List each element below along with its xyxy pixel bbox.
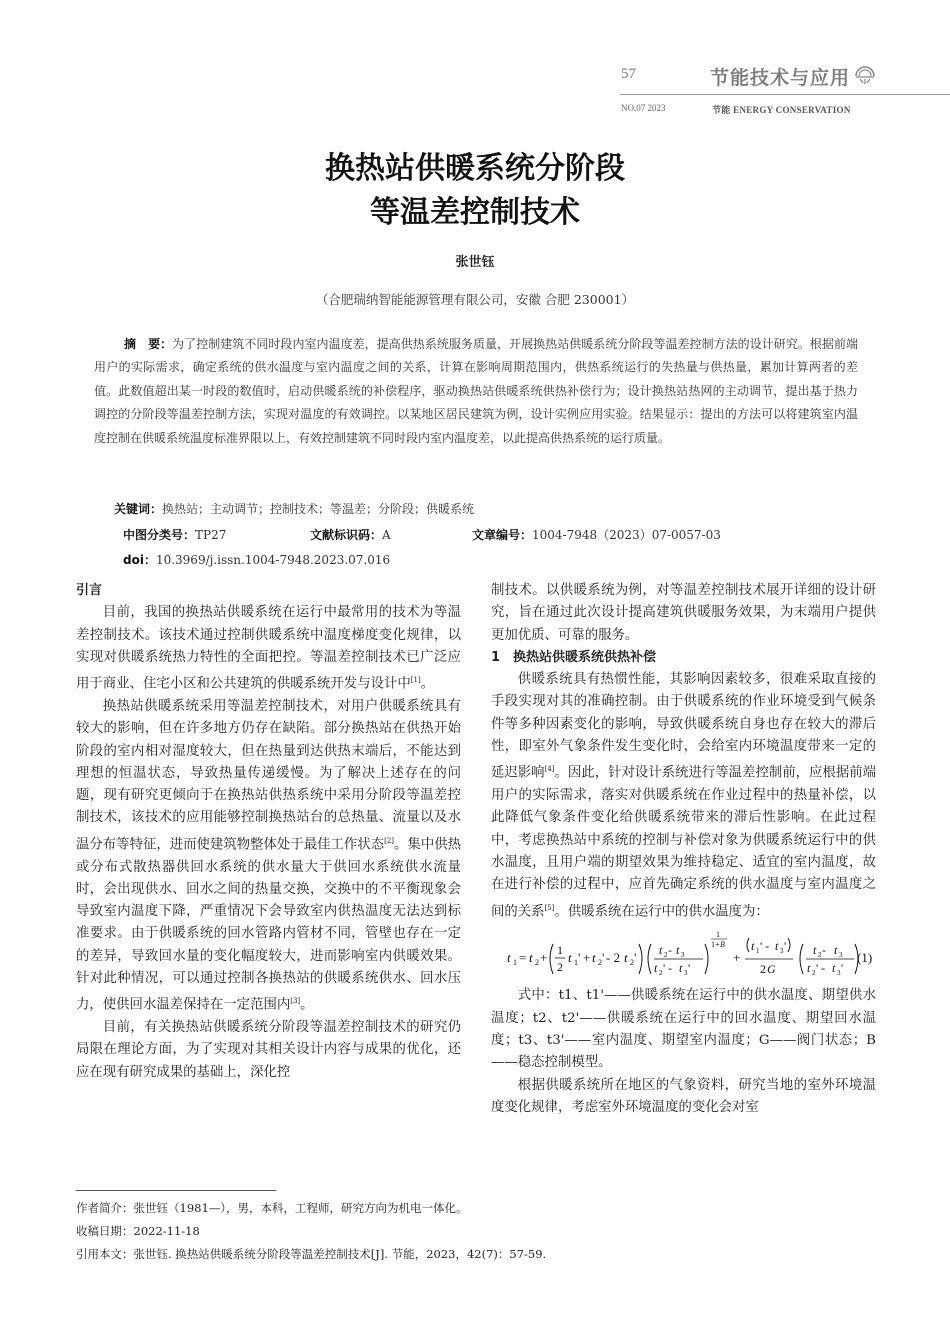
svg-text:t: t [832,961,836,976]
article-number-value: 1004-7948（2023）07-0057-03 [532,528,721,542]
clc-value: TP27 [195,528,227,542]
abstract-text: 为了控制建筑不同时段内室内温度差，提高供热系统服务质量，开展换热站供暖系统分阶段等温差控制方法的设计研究。根据前端用户的实际需求，确定系统的供水温度与室内温度之间的关系，计算在影响周期范围内，供热系统运行的失热量与供热量，累加计算两者的差值。此数值超出某一时段的数值时，启动供暖系统的补偿程序，驱动换热站供暖系统供热补偿行为；设计换热站热网的主动调节，提出基于热力调控的分阶段等温差控制方法，实现对温度的有效调控。以某地区居民建筑为例，设计实例应用实验。结果显示：提出的方法可以将建筑室内温度控制在供暖系统温度标准界限以上，有效控制建筑不同时段内室内温度差，以此提高供热系统的运行质量。 [94,337,858,445]
svg-text:2: 2 [818,951,822,960]
doc-code-label: 文献标识码： [310,528,383,542]
keywords-text: 换热站；主动调节；控制技术；等温差；分阶段；供暖系统 [162,502,475,516]
doc-code-value: A [382,528,391,542]
intro-heading: 引言 [76,583,103,598]
svg-text:t: t [834,943,838,958]
svg-text:1: 1 [756,947,760,956]
paragraph: 制技术。以供暖系统为例，对等温差控制技术展开详细的设计研究，旨在通过此次设计提高建筑供暖服务效果，为末端用户提供更加优质、可靠的服务。 [491,583,876,643]
doi-label: doi： [123,553,156,567]
doc-code [310,526,391,543]
svg-text:' -: ' - [663,961,673,976]
paragraph: 目前，有关换热站供暖系统分阶段等温差控制技术的研究仍局限在理论方面，为了实现对其相关设计内容与成果的优化，还应在现有研究成果的基础上，深化控 [76,1020,461,1080]
svg-text:+: + [540,950,548,966]
citation-ref: [3] [290,997,301,1006]
svg-text:2: 2 [598,958,602,968]
doi-value: 10.3969/j.issn.1004-7948.2023.07.016 [155,553,391,567]
paragraph-text: 。集中供热或分布式散热器供回水系统的供水量大于供回水系统供水流量时，会出现供水、回水之间的热量交换，交换中的不平衡现象会导致室内温度下降，严重情况下会导致室内供热温度无法达到标准要求。由于供暖系统的回水管路内管材不同，管壁也存在一定的差异，导致回水量的变化幅度较大，进而影响室内供暖效果。针对此种情况，可以通过控制各换热站的供暖系统供水、回水压力，使供回水温差保持在一定范围内 [76,837,462,1013]
journal-logo-icon [854,64,876,86]
svg-text:-: - [822,943,826,958]
keywords [114,500,474,517]
svg-text:t: t [751,939,755,954]
svg-text:2: 2 [812,969,816,978]
abstract [94,333,858,450]
magazine-label: 节能 ENERGY CONSERVATION [712,105,851,115]
svg-text:t: t [624,950,628,966]
svg-text:1: 1 [574,958,578,968]
paragraph: 式中：t1、t1'——供暖系统在运行中的供水温度、期望供水温度；t2、t2'——供暖系统在运行中的回水温度、期望回水温度；t3、t3'——室内温度、期望室内温度；G——阀门状态；B——稳态控制模型。 [491,988,876,1071]
svg-text:+: + [583,950,591,966]
article-title-line-1: 换热站供暖系统分阶段 [325,151,625,186]
paragraph [491,669,876,923]
affiliation: （合肥瑞纳智能能源管理有限公司，安徽 合肥 230001） [315,292,635,307]
paragraph-text: 目前，我国的换热站供暖系统在运行中最常用的技术为等温差控制技术。该技术通过控制供暖系统中温度梯度变化规律，以实现对供暖系统热力特性的全面把控。等温差控制技术已广泛应用于商业、住宅小区和公共建筑的供暖系统开发与设计中 [76,605,461,692]
equation-1 [491,928,876,982]
svg-text:t: t [507,950,511,966]
svg-text:' -: ' - [816,961,826,976]
clc-number [123,526,226,543]
svg-text:': ' [602,950,605,966]
svg-text:3: 3 [681,951,685,960]
svg-text:+: + [733,950,741,966]
citation: 引用本文：张世钰. 换热站供暖系统分阶段等温差控制技术[J]. 节能，2023，42(7)：57-59. [76,1247,547,1261]
article-number [472,526,721,543]
clc-label: 中图分类号： [123,528,196,542]
svg-text:3: 3 [684,969,688,978]
svg-text:' -: ' - [760,939,770,954]
svg-text:G: G [767,962,776,977]
paragraph-text: 。供暖系统在运行中的供水温度为： [554,904,769,920]
header-rule [620,94,950,95]
paragraph-text: 。因此，针对设计系统进行等温差控制前，应根据前端用户的实际需求，落实对供暖系统在作业过程中的热量补偿，以此降低气象条件变化给供暖系统带来的滞后性影响。在此过程中，考虑换热站中系统的控制与补偿对象为供暖系统运行中的供水温度，且用户端的期望效果为维持稳定、适宜的室内温度，故在进行补偿的过程中，应首先确定系统的供水温度与室内温度之间的关系 [491,765,877,920]
svg-text:t: t [807,961,811,976]
svg-text:3: 3 [839,951,843,960]
svg-text:': ' [688,961,691,976]
author-bio: 作者简介：张世钰（1981—），男，本科，工程师，研究方向为机电一体化。 [76,1201,468,1215]
citation-ref: [5] [544,903,555,912]
svg-text:t: t [676,943,680,958]
received-date: 收稿日期：2022-11-18 [76,1224,200,1238]
svg-text:2: 2 [535,958,539,968]
paragraph-text: 换热站供暖系统采用等温差控制技术，对用户供暖系统具有较大的影响，但在许多地方仍存在缺陷。部分换热站在供热开始阶段的室内相对湿度较大，但在热量到达供热末端后，不能达到理想的恒温状态，导致热量传递缓慢。为了解决上述存在的问题，现有研究更倾向于在换热站供热系统中采用分阶段等温差控制技术，该技术的应用能够控制换热站台的总热量、流量以及水温分布等特征，进而使建筑物整体处于最佳工作状态 [76,698,461,853]
right-column [491,580,876,1119]
author-name: 张世钰 [455,255,495,270]
keywords-label: 关键词： [114,502,163,516]
svg-text:t: t [529,950,533,966]
svg-text:t: t [654,961,658,976]
equation-number: (1) [857,950,873,966]
svg-text:2: 2 [760,962,766,977]
svg-text:1: 1 [557,943,563,958]
page-number: 57 [621,66,636,82]
svg-text:B: B [720,940,725,950]
abstract-label: 摘 要： [124,337,173,351]
svg-text:t: t [775,939,779,954]
svg-text:t: t [659,943,663,958]
svg-text:': ' [634,950,637,966]
paragraph-text: 。 [300,997,314,1013]
svg-text:1: 1 [513,958,517,968]
section-heading: 1 换热站供暖系统供热补偿 [491,649,657,665]
article-title-line-2: 等温差控制技术 [370,195,580,230]
svg-text:t: t [592,950,596,966]
paragraph-text: 。 [420,676,435,692]
issue-label: NO.07 2023 [621,103,666,113]
svg-text:': ' [784,939,787,954]
svg-text:2: 2 [664,951,668,960]
doi [123,551,390,568]
citation-ref: [4] [544,765,555,774]
citation-ref: [1] [410,676,421,685]
svg-text:- 2: - 2 [606,950,621,966]
footnote-rule [76,1190,276,1191]
svg-text:=: = [519,950,527,966]
paragraph [76,602,461,696]
svg-text:3: 3 [780,947,784,956]
svg-text:t: t [813,943,817,958]
journal-title: 节能技术与应用 [710,67,851,89]
paragraph-text: 供暖系统具有热惯性能，其影响因素较多，很难采取直接的手段实现对其的准确控制。由于供暖系统的作业环境受到气候条件等多种因素变化的影响，导致供暖系统自身也存在较大的滞后性，即室外气象条件发生变化时，会给室内环境温度带来一定的延迟影响 [491,672,876,781]
svg-text:2: 2 [557,960,563,975]
paragraph [76,696,461,1017]
svg-text:-: - [668,943,672,958]
article-number-label: 文章编号： [472,528,533,542]
svg-text:t: t [679,961,683,976]
svg-text:2: 2 [630,958,634,968]
svg-text:': ' [578,950,581,966]
paragraph: 根据供暖系统所在地区的气象资料，研究当地的室外环境温度变化规律，考虑室外环境温度的变化会对室 [491,1077,876,1115]
svg-text:3: 3 [837,969,841,978]
citation-ref: [2] [384,836,395,845]
left-column [76,580,461,1084]
svg-text:t: t [568,950,572,966]
svg-text:1+: 1+ [711,940,720,950]
svg-text:': ' [841,961,844,976]
svg-text:2: 2 [659,969,663,978]
equation-formula [491,928,876,982]
svg-text:1: 1 [716,930,720,940]
